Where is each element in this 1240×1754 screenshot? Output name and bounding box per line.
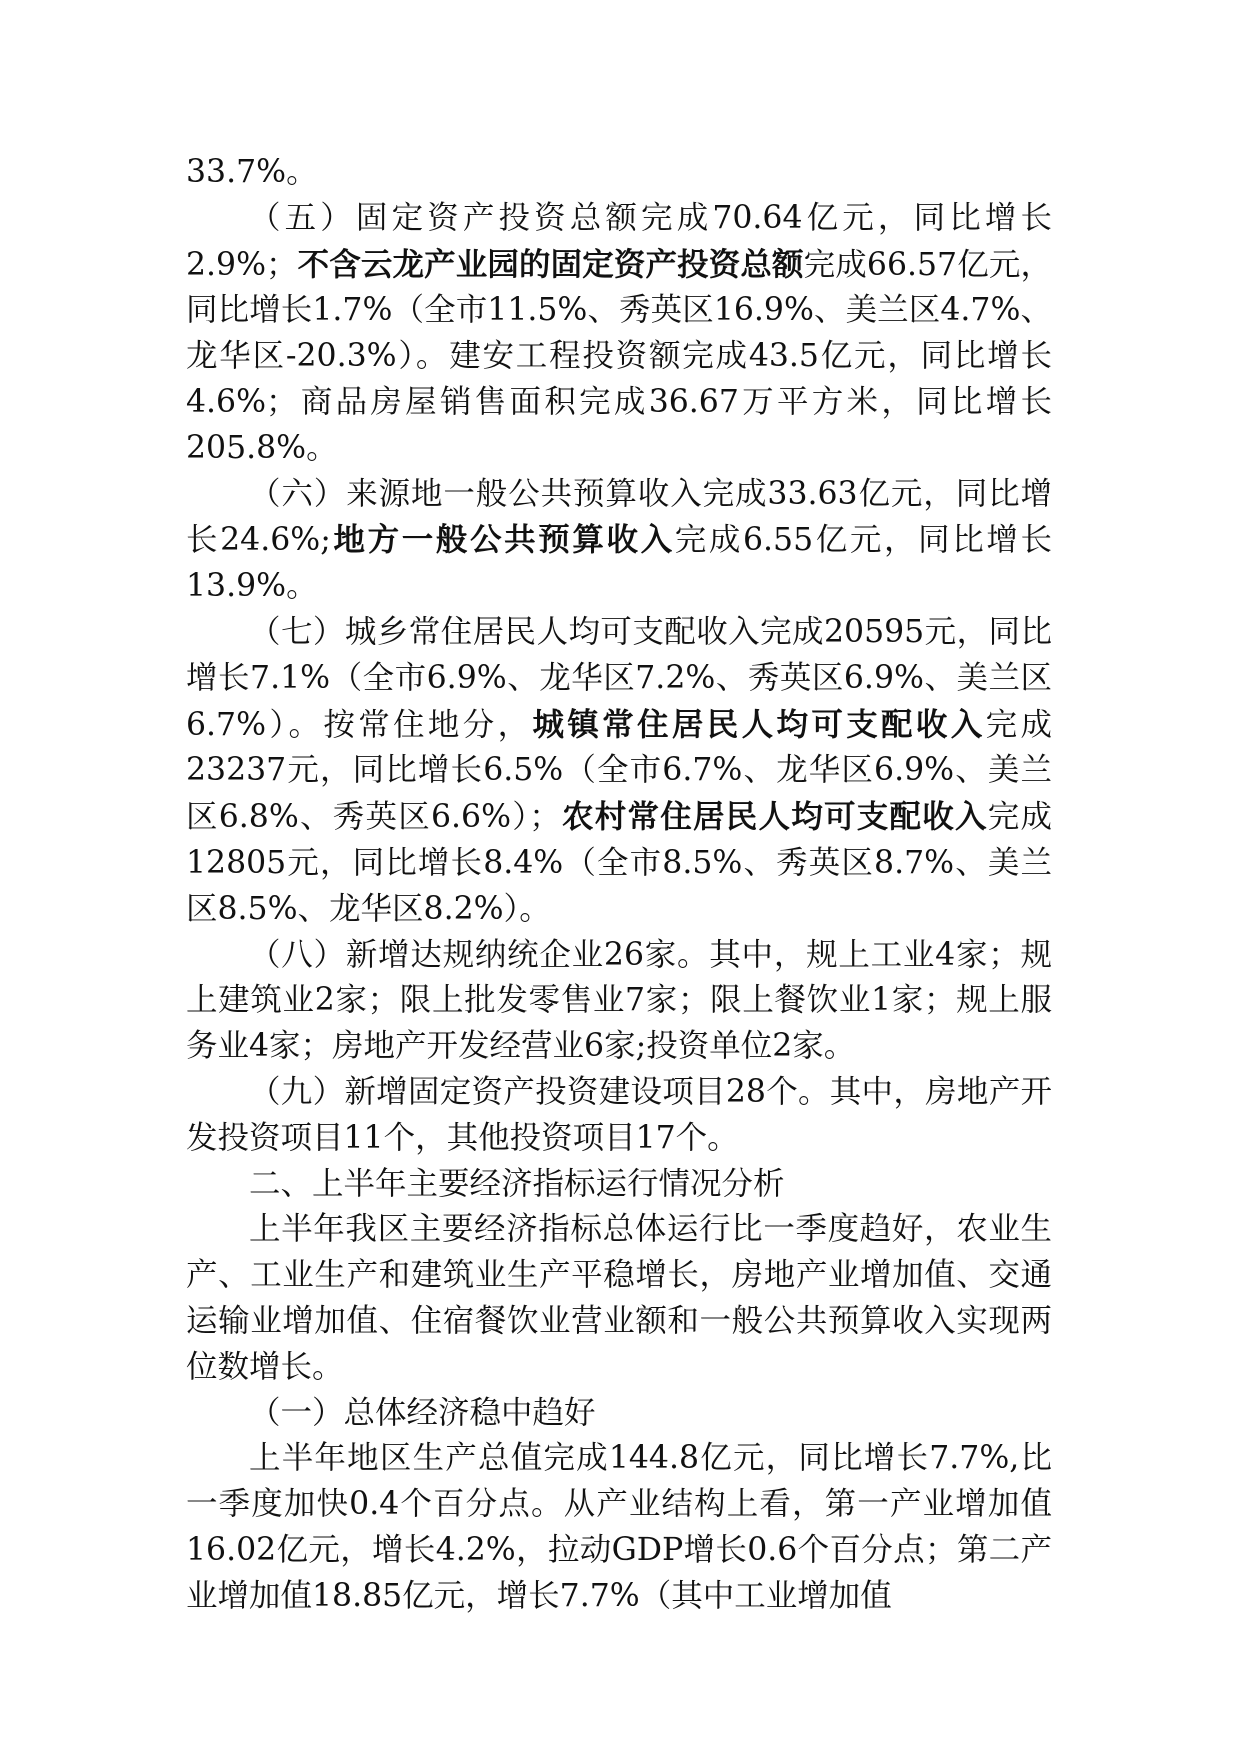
text-run: （六）来源地一般公共预算收入完成33.63亿元，同比增长24.6%; (186, 475, 1052, 559)
paragraph-new-enterprises (186, 933, 1052, 1070)
paragraph-gdp (186, 1436, 1052, 1619)
subsection-heading-economy (186, 1391, 1052, 1437)
text-run: （五）固定资产投资总额完成70.64亿元，同比增长2.9%； (186, 199, 1052, 283)
text-run: 二、上半年主要经济指标运行情况分析 (249, 1165, 785, 1202)
section-heading-analysis (186, 1162, 1052, 1208)
paragraph-budget-revenue (186, 472, 1052, 610)
text-run: （九）新增固定资产投资建设项目28个。其中，房地产开发投资项目11个，其他投资项目17个。 (186, 1073, 1052, 1156)
text-run: （八）新增达规纳统企业26家。其中，规上工业4家；规上建筑业2家；限上批发零售业7家；限上餐饮业1家；规上服务业4家；房地产开发经营业6家;投资单位2家。 (186, 936, 1052, 1065)
text-run: 上半年地区生产总值完成144.8亿元，同比增长7.7%,比一季度加快0.4个百分点。从产业结构上看，第一产业增加值16.02亿元，增长4.2%，拉动GDP增长0.6个百分点；第二产业增加值18.85亿元，增长7.7%（其中工业增加值 (186, 1440, 1052, 1614)
paragraph-overview (186, 1207, 1052, 1390)
text-run: 33.7%。 (186, 154, 318, 190)
paragraph-0 (186, 150, 1052, 196)
text-run: （七）城乡常住居民人均可支配收入完成20595元，同比增长7.1%（全市6.9%、龙华区7.2%、秀英区6.9%、美兰区6.7%）。按常住地分， (186, 613, 1052, 743)
bold-term: 农村常住居民人均可支配收入 (560, 798, 988, 836)
bold-term: 不含云龙产业园的固定资产投资总额 (297, 245, 804, 283)
text-run: 完成6.55亿元，同比增长13.9%。 (186, 522, 1052, 605)
bold-term: 地方一般公共预算收入 (330, 521, 675, 559)
bold-term: 城镇常住居民人均可支配收入 (532, 705, 986, 743)
text-run: 完成23237元，同比增长6.5%（全市6.7%、龙华区6.9%、美兰区6.8%、秀英区6.6%）； (186, 706, 1052, 836)
paragraph-fixed-asset-investment (186, 196, 1052, 472)
text-run: 上半年我区主要经济指标总体运行比一季度趋好，农业生产、工业生产和建筑业生产平稳增长，房地产业增加值、交通运输业增加值、住宿餐饮业营业额和一般公共预算收入实现两位数增长。 (186, 1211, 1052, 1385)
paragraph-disposable-income (186, 610, 1052, 933)
paragraph-new-projects (186, 1070, 1052, 1162)
text-run: 完成66.57亿元，同比增长1.7%（全市11.5%、秀英区16.9%、美兰区4.7%、龙华区-20.3%）。建安工程投资额完成43.5亿元，同比增长4.6%；商品房屋销售面积完成36.67万平方米，同比增长205.8%。 (186, 246, 1052, 466)
text-run: 完成12805元，同比增长8.4%（全市8.5%、秀英区8.7%、美兰区8.5%、龙华区8.2%）。 (186, 799, 1052, 927)
document-page (186, 150, 1052, 1620)
text-run: （一）总体经济稳中趋好 (249, 1394, 596, 1431)
